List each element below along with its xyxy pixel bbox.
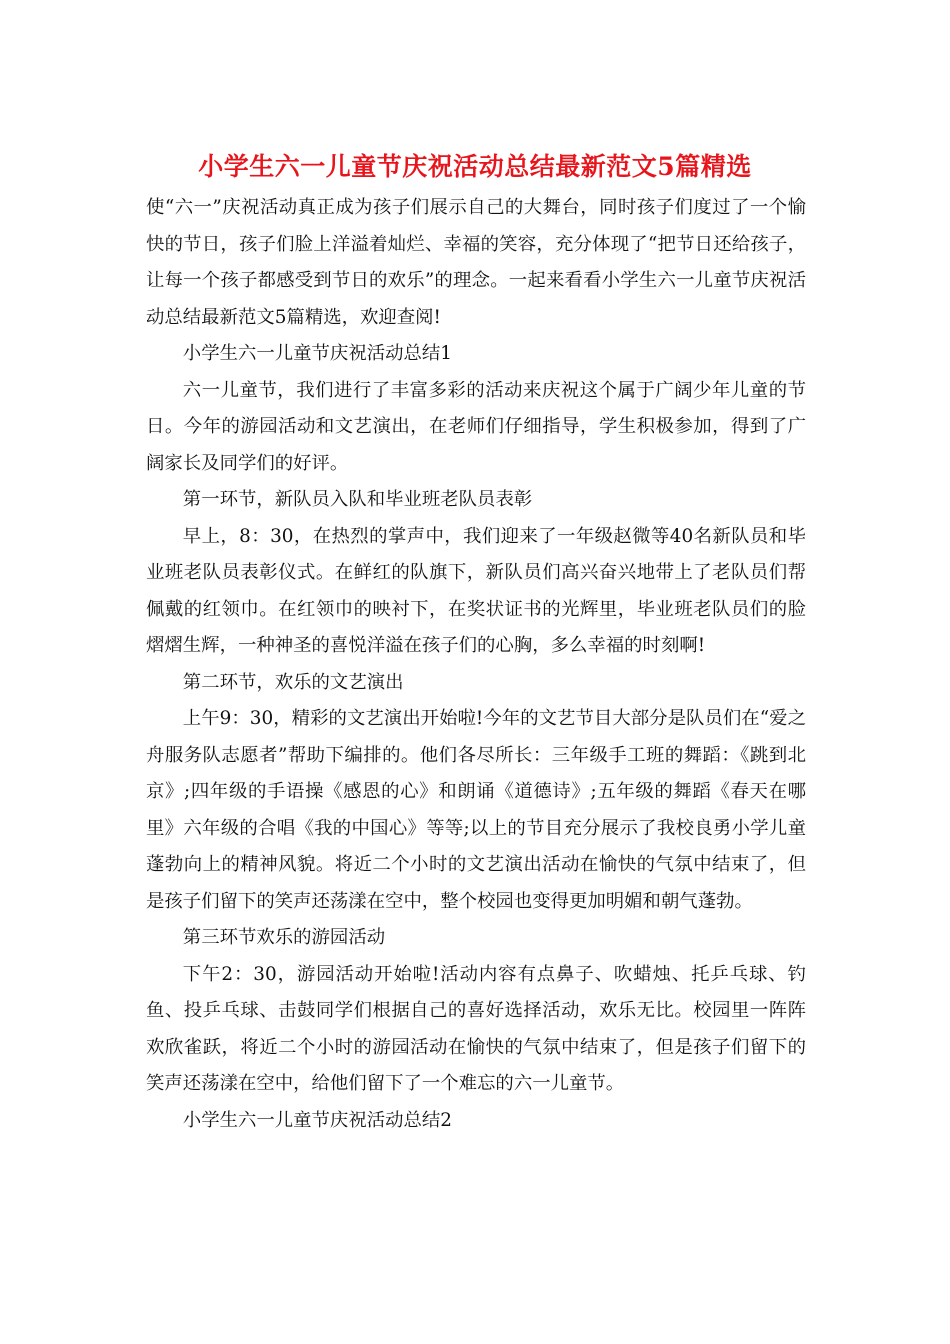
summary-1-paragraph: 六一儿童节，我们进行了丰富多彩的活动来庆祝这个属于广阔少年儿童的节日。今年的游园活动和文艺演出，在老师们仔细指导，学生积极参加，得到了广阔家长及同学们的好评。 (146, 379, 806, 474)
section-heading-summary-1: 小学生六一儿童节庆祝活动总结1 (182, 343, 452, 364)
document-title: 小学生六一儿童节庆祝活动总结最新范文5篇精选 (198, 152, 752, 181)
section-heading-part-2: 第二环节，欢乐的文艺演出 (182, 671, 404, 693)
section-heading-part-3: 第三环节欢乐的游园活动 (182, 927, 386, 948)
part-3-paragraph: 下午2：30，游园活动开始啦!活动内容有点鼻子、吹蜡烛、托乒乓球、钓鱼、投乒乓球、击鼓同学们根据自己的喜好选择活动，欢乐无比。校园里一阵阵欢欣雀跃，将近二个小时的游园活动在愉快的气氛中结束了，但是孩子们留下的笑声还荡漾在空中，给他们留下了一个难忘的六一儿童节。 (146, 963, 806, 1094)
part-2-paragraph: 上午9：30，精彩的文艺演出开始啦!今年的文艺节目大部分是队员们在“爱之舟服务队志愿者”帮助下编排的。他们各尽所长：三年级手工班的舞蹈：《跳到北京》;四年级的手语操《感恩的心》和朗诵《道德诗》;五年级的舞蹈《春天在哪里》六年级的合唱《我的中国心》等等;以上的节目充分展示了我校良勇小学儿童蓬勃向上的精神风貌。将近二个小时的文艺演出活动在愉快的气氛中结束了，但是孩子们留下的笑声还荡漾在空中，整个校园也变得更加明媚和朝气蓬勃。 (146, 708, 806, 912)
intro-paragraph: 使“六一”庆祝活动真正成为孩子们展示自己的大舞台，同时孩子们度过了一个愉快的节日，孩子们脸上洋溢着灿烂、幸福的笑容，充分体现了“把节日还给孩子，让每一个孩子都感受到节日的欢乐”的理念。一起来看看小学生六一儿童节庆祝活动总结最新范文5篇精选，欢迎查阅! (146, 197, 806, 328)
section-heading-summary-2: 小学生六一儿童节庆祝活动总结2 (182, 1109, 452, 1131)
part-1-paragraph: 早上，8：30，在热烈的掌声中，我们迎来了一年级赵微等40名新队员和毕业班老队员表彰仪式。在鲜红的队旗下，新队员们高兴奋兴地带上了老队员们帮佩戴的红领巾。在红领巾的映衬下，在奖状证书的光辉里，毕业班老队员们的脸熠熠生辉，一种神圣的喜悦洋溢在孩子们的心胸，多么幸福的时刻啊! (146, 525, 806, 656)
document-body (146, 170, 806, 1139)
section-heading-part-1: 第一环节，新队员入队和毕业班老队员表彰 (182, 489, 533, 510)
